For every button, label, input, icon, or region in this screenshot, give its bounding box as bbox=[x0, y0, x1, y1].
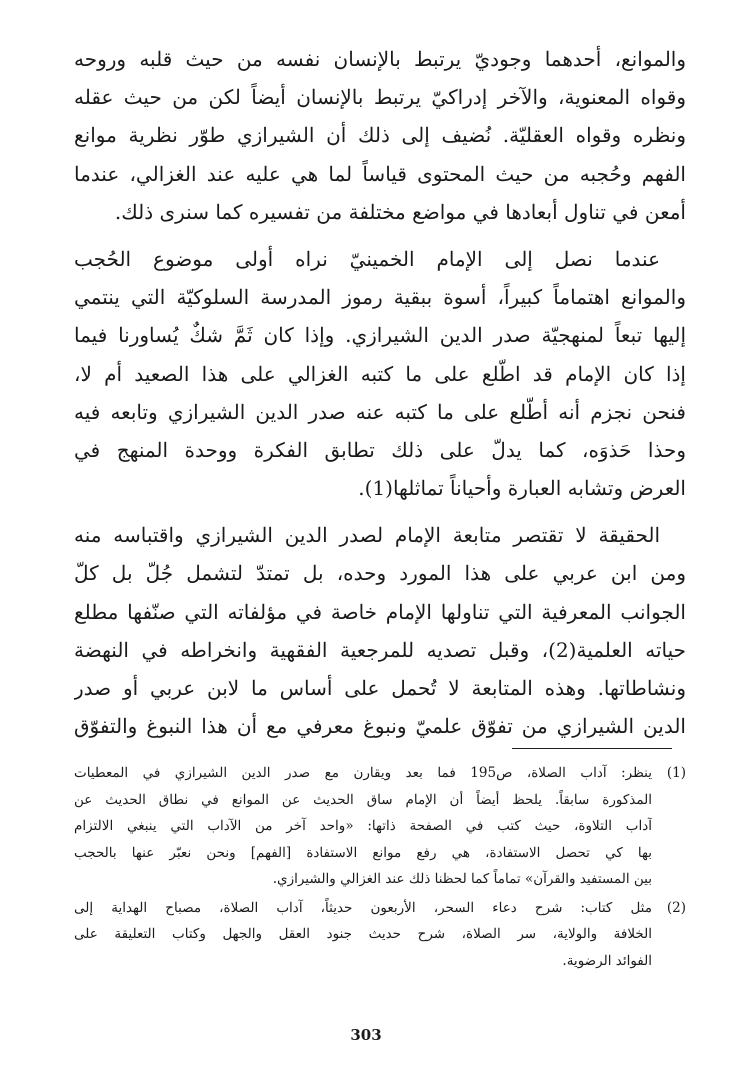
text-line: الدين الشيرازي من تفوّق علميّ ونبوغ معرفي مع أن هذا النبوغ والتفوّق bbox=[74, 714, 686, 739]
text-line: أمعن في تناول أبعادها في مواضع مختلفة من تفسيره كما سنرى ذلك. bbox=[114, 199, 686, 224]
footnote-line: آداب التلاوة، حيث كتب في الصفحة ذاتها: «واحد آخر من الآداب التي ينبغي الالتزام bbox=[74, 818, 652, 834]
footnote-marker: (1) bbox=[666, 765, 686, 781]
page-number: 303 bbox=[350, 1026, 382, 1044]
paragraph bbox=[74, 516, 686, 745]
text-line: وحذا حَذوَه، كما يدلّ على ذلك تطابق الفكرة ووحدة المنهج في bbox=[74, 437, 686, 462]
text-line: والموانع اهتماماً كبيراً، أسوة ببقية رموز المدرسة السلوكيّة التي ينتمي bbox=[74, 285, 686, 310]
text-line: الفهم وحُجبه من حيث المحتوى قياساً لما هي عليه عند الغزالي، عندما bbox=[74, 161, 686, 186]
text-line: العرض وتشابه العبارة وأحياناً تماثلها(1). bbox=[358, 476, 686, 501]
footnote-line: الفوائد الرضوية. bbox=[562, 952, 652, 969]
footnote bbox=[74, 760, 686, 893]
footnote-separator bbox=[512, 748, 672, 749]
footnote-marker: (2) bbox=[666, 899, 686, 916]
footnote bbox=[74, 895, 686, 975]
main-text bbox=[74, 40, 686, 745]
footnotes bbox=[74, 760, 686, 976]
footnote-line: ينظر: آداب الصلاة، ص195 فما بعد ويقارن مع صدر الدين الشيرازي في المعطيات bbox=[74, 765, 652, 781]
text-line: ونشاطاتها. وهذه المتابعة لا تُحمل على أساس ما لابن عربي أو صدر bbox=[74, 676, 686, 700]
text-line: عندما نصل إلى الإمام الخمينيّ نراه أولى موضوع الحُجب bbox=[74, 246, 660, 271]
text-line: إليها تبعاً لمنهجيّة صدر الدين الشيرازي. وإذا كان ثَمَّ شكٌ يُساورنا فيما bbox=[74, 323, 686, 348]
footnote-line: المذكورة سابقاً. يلحظ أيضاً أن الإمام ساق الحديث عن الموانع في نطاق الحديث عن bbox=[74, 791, 652, 808]
text-line: الحقيقة لا تقتصر متابعة الإمام لصدر الدين الشيرازي واقتباسه منه bbox=[74, 523, 660, 548]
text-line: ونظره وقواه العقليّة. نُضيف إلى ذلك أن الشيرازي طوّر نظرية موانع bbox=[74, 123, 686, 148]
footnote-line: مثل كتاب: شرح دعاء السحر، الأربعون حديثاً، آداب الصلاة، مصباح الهداية إلى bbox=[74, 899, 652, 916]
text-line: الجوانب المعرفية التي تناولها الإمام خاصة في مؤلفاته التي صنّفها مطلع bbox=[74, 599, 686, 624]
text-line: والموانع، أحدهما وجوديّ يرتبط بالإنسان نفسه من حيث قلبه وروحه bbox=[74, 47, 686, 71]
footnote-line: الخلافة والولاية، سر الصلاة، شرح حديث جنود العقل والجهل وكتاب التعليقة على bbox=[74, 926, 652, 942]
paragraph-gap bbox=[74, 507, 686, 516]
text-line: فنحن نجزم أنه أطّلع على ما كتبه عنه صدر الدين الشيرازي وتابعه فيه bbox=[74, 399, 686, 424]
footnote-line: بها كي تحصل الاستفادة، هي رفع موانع الاستفادة [الفهم] ونحن نعبّر عنها بالحجب bbox=[74, 844, 652, 861]
text-line: ومن ابن عربي على هذا المورد وحده، بل تمتدّ لتشمل جُلّ بل كلّ bbox=[74, 561, 686, 586]
footnote-line: بين المستفيد والقرآن» تماماً كما لحظنا ذلك عند الغزالي والشيرازي. bbox=[272, 871, 652, 887]
text-line: حياته العلمية(2)، وقبل تصديه للمرجعية الفقهية وانخراطه في النهضة bbox=[74, 637, 686, 662]
text-line: إذا كان الإمام قد اطّلع على ما كتبه الغزالي على هذا الصعيد أم لا، bbox=[74, 361, 686, 386]
text-line: وقواه المعنوية، والآخر إدراكيّ يرتبط بالإنسان أيضاً لكن من حيث عقله bbox=[74, 85, 686, 110]
paragraph-gap bbox=[74, 231, 686, 240]
paragraph bbox=[74, 240, 686, 507]
paragraph bbox=[74, 40, 686, 231]
